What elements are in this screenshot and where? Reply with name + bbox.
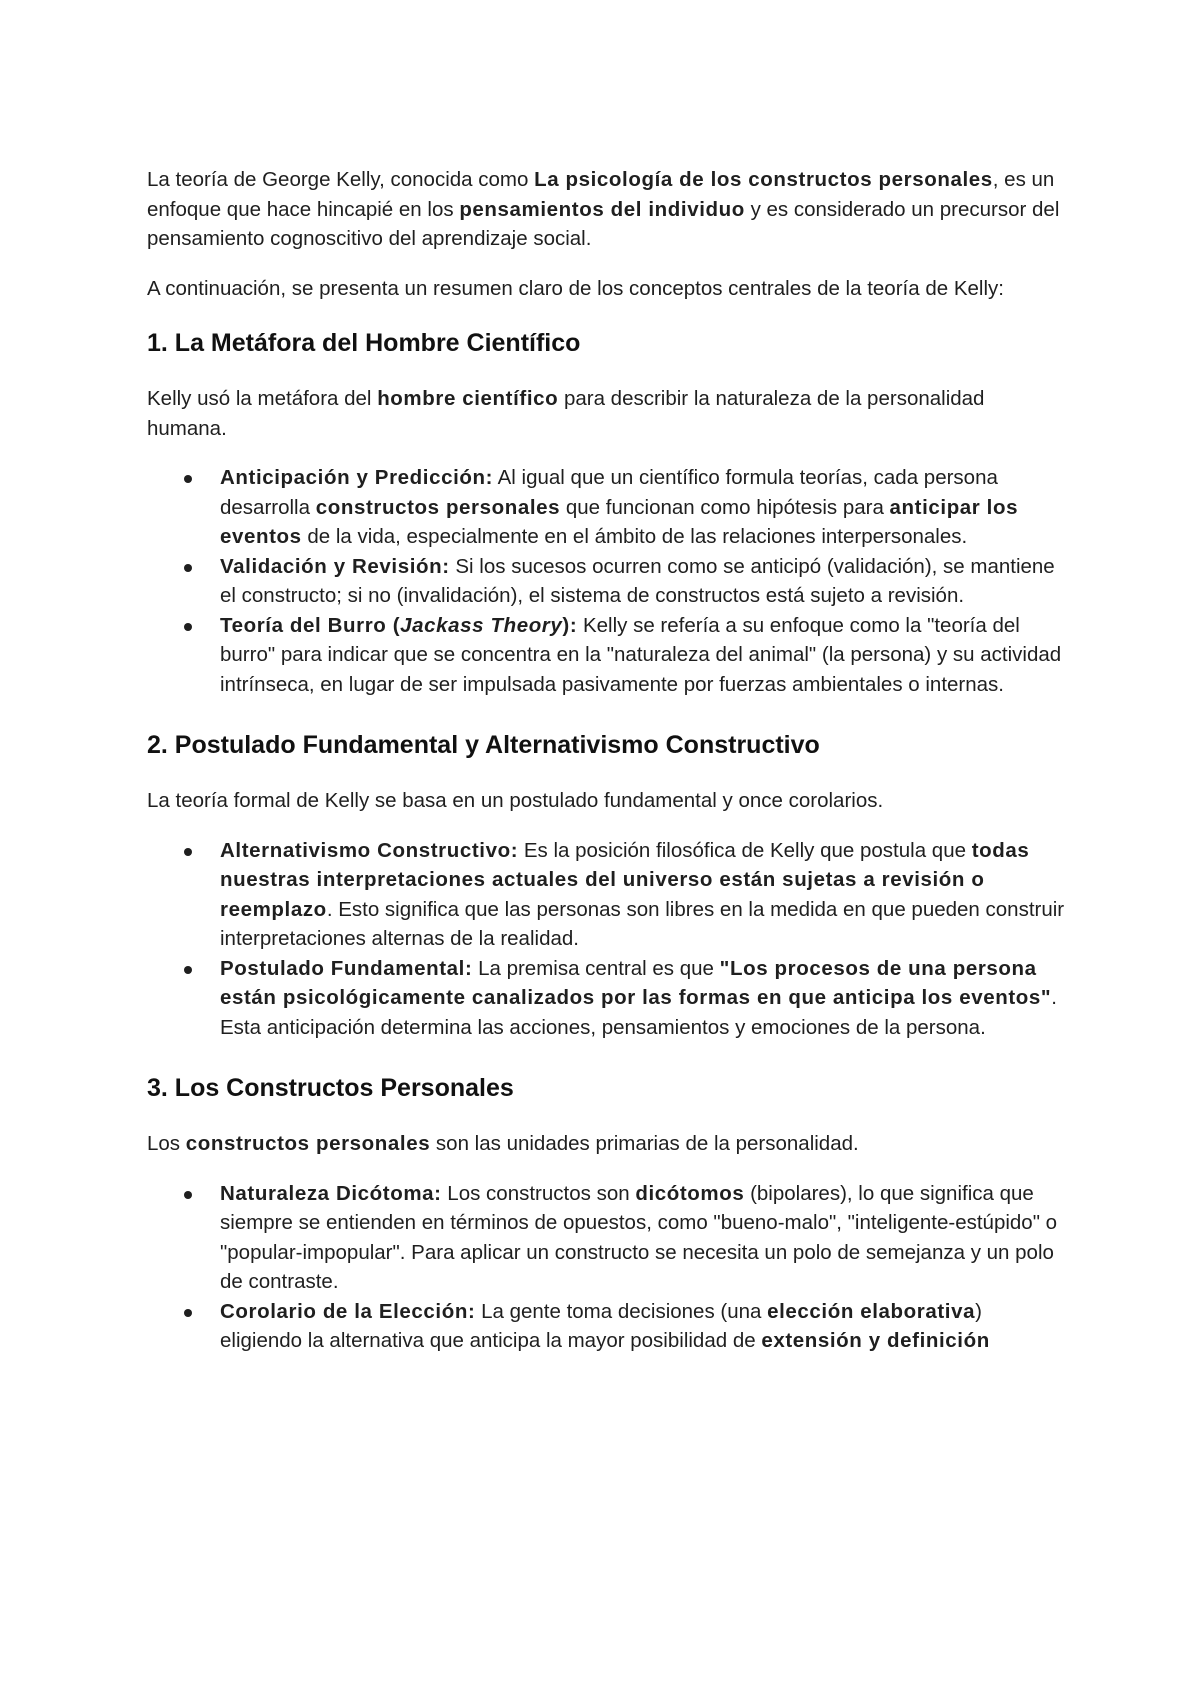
- bold-text: Postulado Fundamental:: [220, 956, 473, 980]
- bold-text: constructos personales: [315, 495, 561, 519]
- bold-text: elección elaborativa: [767, 1299, 976, 1323]
- list-item: Corolario de la Elección: La gente toma decisiones (una elección elaborativa) eligiendo la alternativa que anticipa la mayor posibilidad de extensión y definición: [220, 1297, 1067, 1356]
- section-1-bullets: [147, 463, 1067, 699]
- bullet-icon: [184, 1309, 192, 1317]
- section-2-lead: La teoría formal de Kelly se basa en un postulado fundamental y once corolarios.: [147, 789, 884, 812]
- section-3-bullets: [147, 1179, 1067, 1356]
- bold-text: Alternativismo Constructivo:: [220, 838, 519, 862]
- bold-text: anticipar los eventos: [220, 495, 1019, 548]
- list-item: Naturaleza Dicótoma: Los constructos son dicótomos (bipolares), lo que significa que siempre se entienden en términos de opuestos, como "bueno-malo", "inteligente-estúpido" o "popular-impopular". Para aplicar un constructo se necesita un polo de semejanza y un polo de contraste.: [220, 1179, 1067, 1297]
- section-3-lead: Los constructos personales son las unidades primarias de la personalidad.: [147, 1132, 859, 1155]
- list-item: Postulado Fundamental: La premisa central es que "Los procesos de una persona están psicológicamente canalizados por las formas en que anticipa los eventos". Esta anticipación determina las acciones, pensamientos y emociones de la persona.: [220, 954, 1067, 1043]
- list-item: Alternativismo Constructivo: Es la posición filosófica de Kelly que postula que todas nuestras interpretaciones actuales del universo están sujetas a revisión o reemplazo. Esto significa que las personas son libres en la medida en que pueden construir interpretaciones alternas de la realidad.: [220, 836, 1067, 954]
- bold-text: hombre científico: [377, 387, 559, 410]
- list-item: Validación y Revisión: Si los sucesos ocurren como se anticipó (validación), se mantiene el constructo; si no (invalidación), el sistema de constructos está sujeto a revisión.: [220, 552, 1067, 611]
- bullet-icon: [184, 966, 192, 974]
- list-item: Anticipación y Predicción: Al igual que un científico formula teorías, cada persona desarrolla constructos personales que funcionan como hipótesis para anticipar los eventos de la vida, especialmente en el ámbito de las relaciones interpersonales.: [220, 463, 1067, 552]
- bold-text: constructos personales: [185, 1132, 431, 1155]
- bold-text: ):: [562, 613, 578, 637]
- document-page: [147, 165, 1067, 1356]
- bold-text: dicótomos: [635, 1181, 745, 1205]
- bold-text: Jackass Theory: [400, 613, 563, 637]
- bullet-icon: [184, 623, 192, 631]
- bold-text: Naturaleza Dicótoma:: [220, 1181, 442, 1205]
- section-2-bullets: [147, 836, 1067, 1043]
- bold-text: Anticipación y Predicción:: [220, 466, 494, 489]
- bold-text: Corolario de la Elección:: [220, 1299, 476, 1323]
- bold-text: todas nuestras interpretaciones actuales del universo están sujetas a revisión o reemplazo: [220, 838, 1030, 921]
- section-1-lead: Kelly usó la metáfora del hombre científico para describir la naturaleza de la personalidad humana.: [147, 387, 985, 440]
- intro-paragraph-1: La teoría de George Kelly, conocida como La psicología de los constructos personales, es un enfoque que hace hincapié en los pensamientos del individuo y es considerado un precursor del pensamiento cognoscitivo del aprendizaje social.: [147, 168, 1060, 250]
- bold-text: pensamientos del individuo: [459, 197, 745, 221]
- bold-text: La psicología de los constructos personales: [534, 168, 993, 191]
- list-item: Teoría del Burro (Jackass Theory): Kelly se refería a su enfoque como la "teoría del burro" para indicar que se concentra en la "naturaleza del animal" (la persona) y su actividad intrínseca, en lugar de ser impulsada pasivamente por fuerzas ambientales o internas.: [220, 611, 1067, 700]
- bold-text: Teoría del Burro (: [220, 613, 401, 637]
- bold-text: extensión y definición: [761, 1329, 990, 1352]
- intro-paragraph-2: A continuación, se presenta un resumen claro de los conceptos centrales de la teoría de Kelly:: [147, 276, 1004, 300]
- section-2-title: 2. Postulado Fundamental y Alternativismo Constructivo: [147, 731, 820, 759]
- bullet-icon: [184, 848, 192, 856]
- bullet-icon: [184, 475, 192, 483]
- section-3-title: 3. Los Constructos Personales: [147, 1074, 514, 1102]
- bullet-icon: [184, 564, 192, 572]
- section-1-title: 1. La Metáfora del Hombre Científico: [147, 329, 581, 357]
- bullet-icon: [184, 1191, 192, 1199]
- bold-text: "Los procesos de una persona están psicológicamente canalizados por las formas en que anticipa los eventos": [220, 956, 1052, 1009]
- bold-text: Validación y Revisión:: [220, 554, 450, 578]
